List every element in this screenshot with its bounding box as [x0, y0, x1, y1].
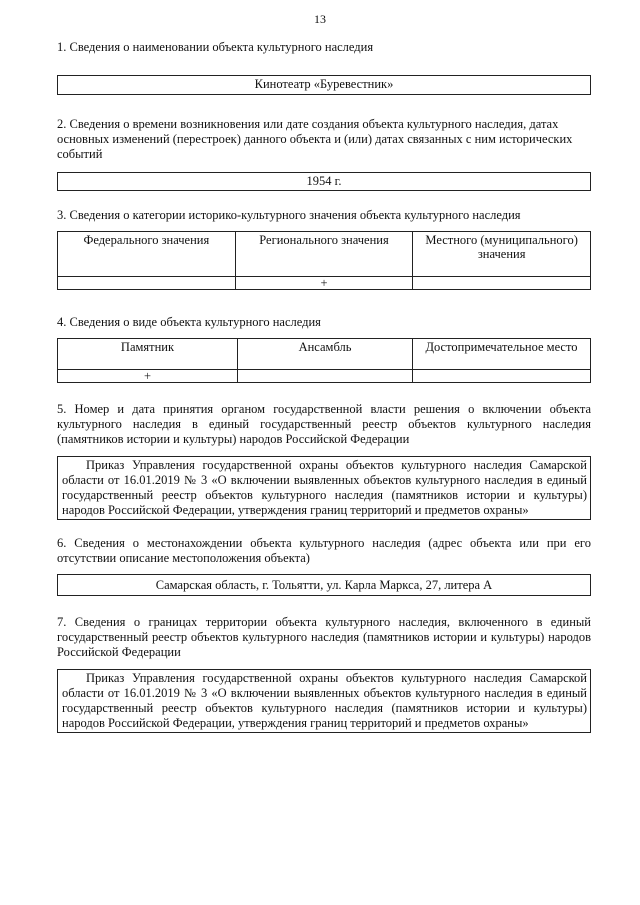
type-header-row [58, 339, 591, 370]
page-number: 13 [314, 12, 326, 26]
section-6-heading: 6. Сведения о местонахождении объекта культурного наследия (адрес объекта или при его отсутствии описание местоположения объекта) [57, 536, 591, 565]
section-4-heading: 4. Сведения о виде объекта культурного наследия [57, 315, 321, 329]
registry-decision-box [57, 456, 591, 520]
territory-boundaries-box [57, 669, 591, 733]
section-7-heading: 7. Сведения о границах территории объекта культурного наследия, включенного в единый государственный реестр объектов культурного наследия (памятников истории и культуры) народов Российской Федерации [57, 615, 591, 659]
category-col-regional: Регионального значения [235, 232, 413, 277]
type-col-monument: Памятник [58, 339, 238, 370]
creation-date-box [57, 172, 591, 191]
section-1-heading: 1. Сведения о наименовании объекта культурного наследия [57, 40, 374, 54]
category-table [57, 231, 591, 290]
type-col-ensemble: Ансамбль [238, 339, 413, 370]
section-2-heading: 2. Сведения о времени возникновения или дате создания объекта культурного наследия, датах основных изменений (перестроек) данного объекта и (или) датах связанных с ним исторических событий [57, 117, 573, 161]
category-val-regional: + [235, 277, 413, 290]
category-col-local: Местного (муниципального) значения [413, 232, 591, 277]
category-val-federal [58, 277, 236, 290]
address-value: Самарская область, г. Тольятти, ул. Карла Маркса, 27, литера А [155, 578, 493, 592]
registry-decision-value: Приказ Управления государственной охраны объектов культурного наследия Самарской области от 16.01.2019 № 3 «О включении выявленных объектов культурного наследия в единый государственный реестр объектов культурного наследия (памятников истории и культуры) народов Российской Федерации, утверждения границ территорий и предметов охраны» [62, 458, 587, 517]
category-value-row [58, 277, 591, 290]
territory-boundaries-value: Приказ Управления государственной охраны объектов культурного наследия Самарской области от 16.01.2019 № 3 «О включении выявленных объектов культурного наследия в единый государственный реестр объектов культурного наследия (памятников истории и культуры) народов Российской Федерации, утверждения границ территорий и предметов охраны» [62, 671, 587, 730]
category-header-row [58, 232, 591, 277]
type-value-row [58, 370, 591, 383]
creation-date-value: 1954 г. [306, 174, 342, 188]
object-name-box [57, 75, 591, 95]
address-box [57, 574, 591, 596]
category-val-local [413, 277, 591, 290]
type-table [57, 338, 591, 383]
section-3-heading: 3. Сведения о категории историко-культурного значения объекта культурного наследия [57, 208, 521, 222]
type-val-monument: + [58, 370, 238, 383]
section-5-heading: 5. Номер и дата принятия органом государственной власти решения о включении объекта культурного наследия в единый государственный реестр объектов культурного наследия (памятников истории и культуры) народов Российской Федерации [57, 402, 591, 446]
type-col-landmark: Достопримечательное место [413, 339, 591, 370]
type-val-landmark [413, 370, 591, 383]
type-val-ensemble [238, 370, 413, 383]
object-name-value: Кинотеатр «Буревестник» [254, 77, 394, 91]
category-col-federal: Федерального значения [58, 232, 236, 277]
